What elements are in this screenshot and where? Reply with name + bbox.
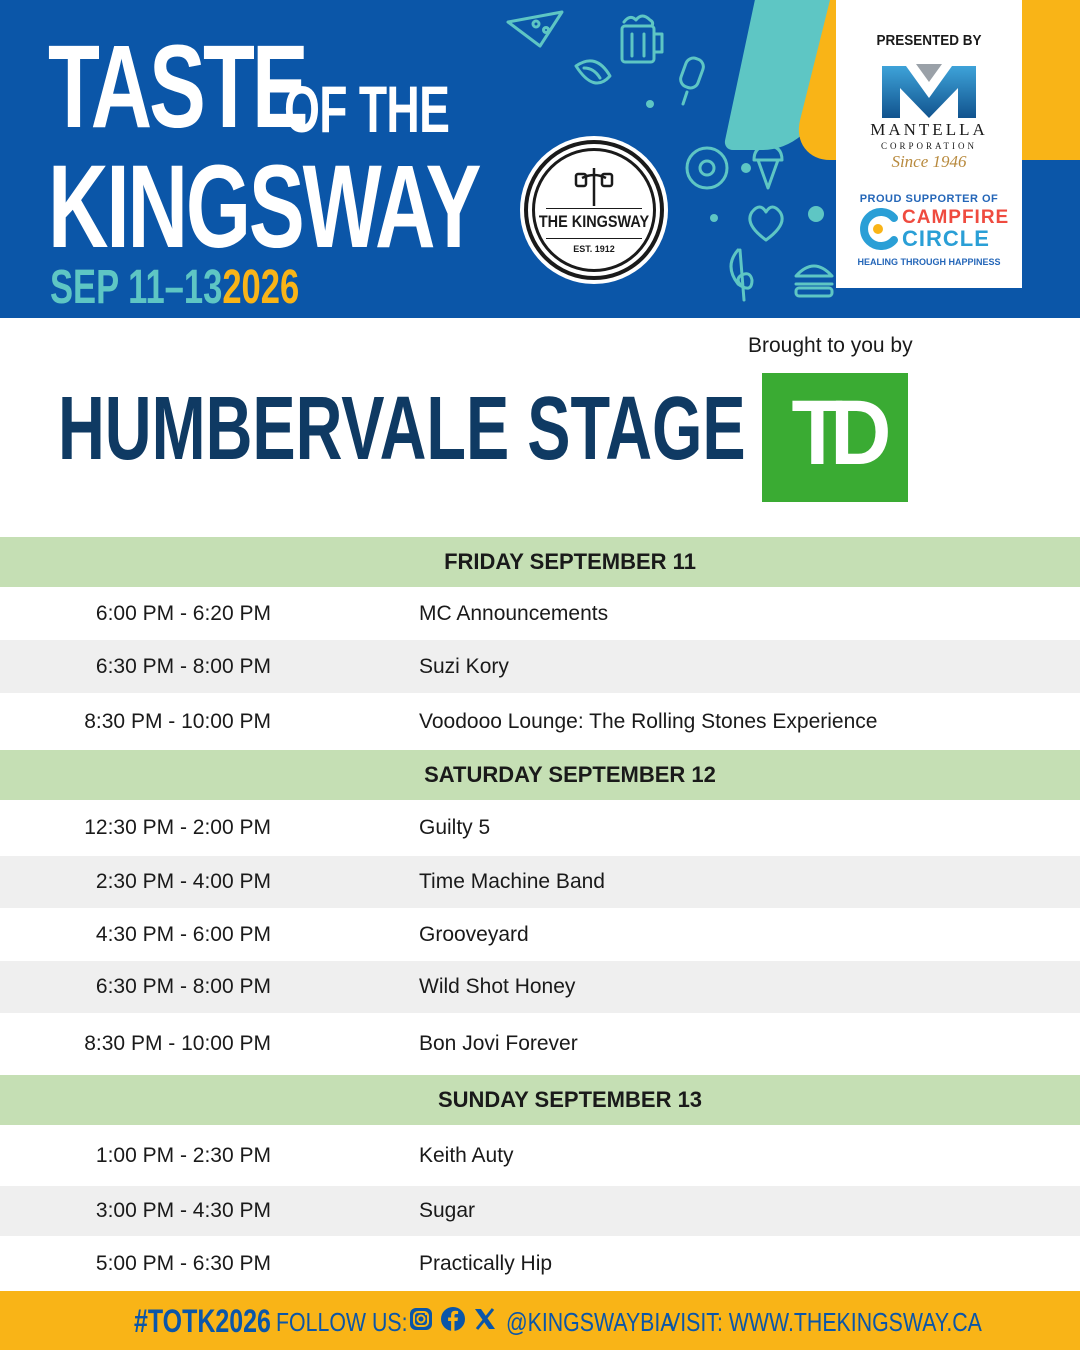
schedule-row xyxy=(0,961,1080,1013)
slot-act: Suzi Kory xyxy=(419,654,509,678)
slot-act: Voodooo Lounge: The Rolling Stones Experience xyxy=(419,709,878,733)
slot-act: Grooveyard xyxy=(419,922,529,946)
social-handle[interactable]: @KINGSWAYBIA xyxy=(506,1307,675,1337)
slot-act: Keith Auty xyxy=(419,1143,514,1167)
slot-act: MC Announcements xyxy=(419,601,609,625)
music-note-icon xyxy=(731,250,752,300)
title-of-the: OF THE xyxy=(284,72,450,146)
event-date-range: SEP 11–13 xyxy=(50,261,223,314)
day-label: SUNDAY SEPTEMBER 13 xyxy=(437,1087,703,1112)
event-hashtag: #TOTK2026 xyxy=(134,1303,271,1339)
campfire-circle-c-icon xyxy=(858,208,898,250)
slot-time: 2:30 PM - 4:00 PM xyxy=(95,870,271,893)
schedule-row xyxy=(0,640,1080,693)
mantella-since: Since 1946 xyxy=(891,152,967,171)
slot-act: Sugar xyxy=(419,1199,476,1222)
mantella-wordmark: MANTELLA xyxy=(870,120,988,139)
circle-wordmark: CIRCLE xyxy=(902,226,990,251)
slot-act: Practically Hip xyxy=(419,1251,553,1275)
pizza-icon xyxy=(508,12,562,46)
facebook-icon[interactable] xyxy=(440,1306,466,1332)
slot-time: 1:00 PM - 2:30 PM xyxy=(95,1143,271,1167)
day-label: FRIDAY SEPTEMBER 11 xyxy=(444,549,696,574)
slot-time: 8:30 PM - 10:00 PM xyxy=(84,1032,271,1055)
taco-icon xyxy=(576,61,610,83)
follow-us-label: FOLLOW US: xyxy=(276,1307,408,1337)
event-year: 2026 xyxy=(222,261,300,314)
mantella-corporation: CORPORATION xyxy=(880,141,977,151)
slot-time: 6:30 PM - 8:00 PM xyxy=(95,975,271,998)
x-icon[interactable] xyxy=(472,1306,498,1332)
title-kingsway: KINGSWAY xyxy=(48,141,480,273)
schedule-row xyxy=(0,800,1080,856)
slot-act: Bon Jovi Forever xyxy=(419,1032,578,1055)
social-icons xyxy=(408,1306,498,1332)
td-bank-logo xyxy=(762,373,908,502)
td-logo-text: TD xyxy=(791,382,879,484)
slot-act: Guilty 5 xyxy=(419,816,491,839)
slot-time: 5:00 PM - 6:30 PM xyxy=(95,1251,271,1275)
badge-established: EST. 1912 xyxy=(573,244,615,254)
beer-mug-icon xyxy=(622,16,662,62)
badge-name: THE KINGSWAY xyxy=(538,212,650,231)
slot-time: 4:30 PM - 6:00 PM xyxy=(95,922,271,946)
slot-time: 6:00 PM - 6:20 PM xyxy=(95,601,271,625)
schedule-row xyxy=(0,1125,1080,1186)
day-header-saturday xyxy=(0,750,1080,800)
website-link[interactable]: VISIT: WWW.THEKINGSWAY.CA xyxy=(666,1307,982,1337)
day-header-sunday xyxy=(0,1075,1080,1125)
slot-act: Time Machine Band xyxy=(419,870,605,893)
popsicle-icon xyxy=(678,56,705,104)
slot-time: 12:30 PM - 2:00 PM xyxy=(84,816,271,839)
event-dates xyxy=(50,261,300,314)
schedule-row xyxy=(0,587,1080,640)
schedule-row xyxy=(0,1236,1080,1291)
title-taste: TASTE xyxy=(48,21,306,153)
presenting-sponsor-card xyxy=(836,0,1022,288)
street-lamp-icon xyxy=(572,162,616,206)
day-label: SATURDAY SEPTEMBER 12 xyxy=(424,762,716,787)
event-header xyxy=(0,0,1080,318)
badge-divider-top xyxy=(546,208,642,209)
burger-icon xyxy=(796,266,832,296)
stage-schedule xyxy=(0,537,1080,1291)
stage-title: HUMBERVALE STAGE xyxy=(58,379,746,479)
schedule-row xyxy=(0,1186,1080,1236)
donut-icon xyxy=(687,148,727,188)
schedule-row xyxy=(0,856,1080,908)
day-header-friday xyxy=(0,537,1080,587)
slot-time: 6:30 PM - 8:00 PM xyxy=(95,654,271,678)
brought-by-label: Brought to you by xyxy=(748,334,913,357)
badge-divider-bottom xyxy=(546,238,642,239)
schedule-row xyxy=(0,693,1080,750)
slot-time: 8:30 PM - 10:00 PM xyxy=(84,709,271,733)
slot-act: Wild Shot Honey xyxy=(419,975,576,998)
proud-supporter-label: PROUD SUPPORTER OF xyxy=(859,193,999,205)
heart-icon xyxy=(750,207,782,240)
slot-time: 3:00 PM - 4:30 PM xyxy=(95,1199,271,1222)
schedule-row xyxy=(0,908,1080,961)
instagram-icon[interactable] xyxy=(408,1306,434,1332)
kingsway-badge-logo xyxy=(524,140,664,280)
mantella-m-logo-icon xyxy=(880,60,978,118)
campfire-wordmark: CAMPFIRE xyxy=(902,207,1010,228)
presented-by-label: PRESENTED BY xyxy=(876,32,982,49)
ice-cream-icon xyxy=(754,133,782,188)
footer-bar xyxy=(0,1291,1080,1350)
healing-tagline: HEALING THROUGH HAPPINESS xyxy=(857,257,1001,267)
schedule-row xyxy=(0,1013,1080,1075)
